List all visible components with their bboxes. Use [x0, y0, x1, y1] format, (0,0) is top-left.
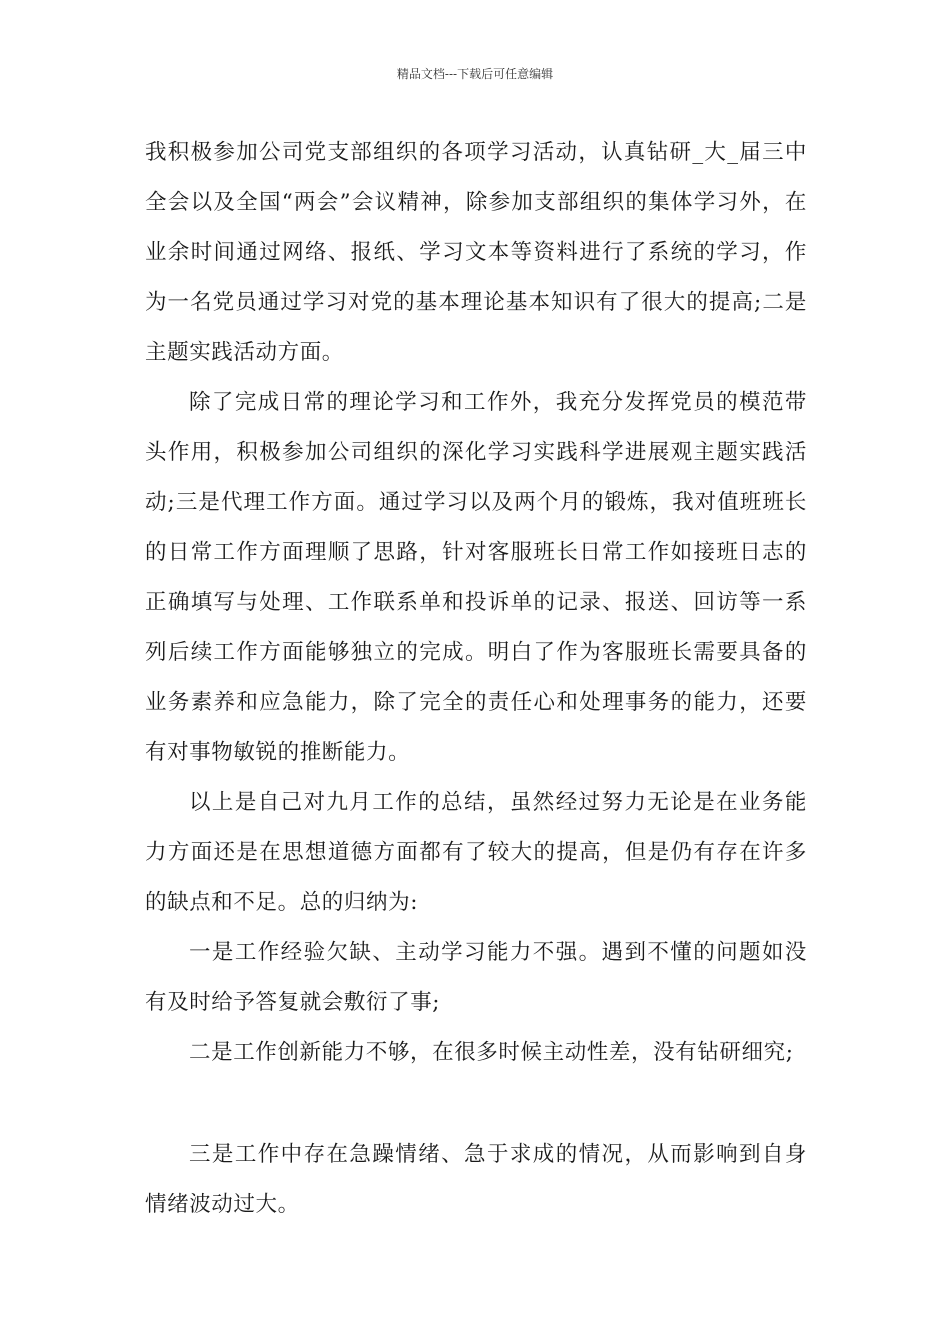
paragraph-summary: 以上是自己对九月工作的总结，虽然经过努力无论是在业务能力方面还是在思想道德方面都有了较大的提高，但是仍有存在许多的缺点和不足。总的归纳为: [145, 790, 807, 915]
paragraph-gap [145, 1078, 807, 1130]
page-header: 精品文档---下载后可任意编辑 [396, 67, 554, 81]
paragraph-shortcoming-1: 一是工作经验欠缺、主动学习能力不强。遇到不懂的问题如没有及时给予答复就会敷衍了事; [145, 940, 807, 1015]
paragraph-shortcoming-3: 三是工作中存在急躁情绪、急于求成的情况，从而影响到自身情绪波动过大。 [145, 1142, 807, 1217]
paragraph-shortcoming-2: 二是工作创新能力不够，在很多时候主动性差，没有钻研细究; [189, 1040, 794, 1065]
paragraph-party-study: 我积极参加公司党支部组织的各项学习活动，认真钻研_大_届三中全会以及全国“两会”会议精神，除参加支部组织的集体学习外，在业余时间通过网络、报纸、学习文本等资料进行了系统的学习，作为一名党员通过学习对党的基本理论基本知识有了很大的提高;二是主题实践活动方面。 [145, 140, 807, 365]
paragraph-practice-activities: 除了完成日常的理论学习和工作外，我充分发挥党员的模范带头作用，积极参加公司组织的深化学习实践科学进展观主题实践活动;三是代理工作方面。通过学习以及两个月的锻炼，我对值班班长的日常工作方面理顺了思路，针对客服班长日常工作如接班日志的正确填写与处理、工作联系单和投诉单的记录、报送、回访等一系列后续工作方面能够独立的完成。明白了作为客服班长需要具备的业务素养和应急能力，除了完全的责任心和处理事务的能力，还要有对事物敏锐的推断能力。 [145, 390, 807, 765]
document-body [145, 128, 807, 1230]
